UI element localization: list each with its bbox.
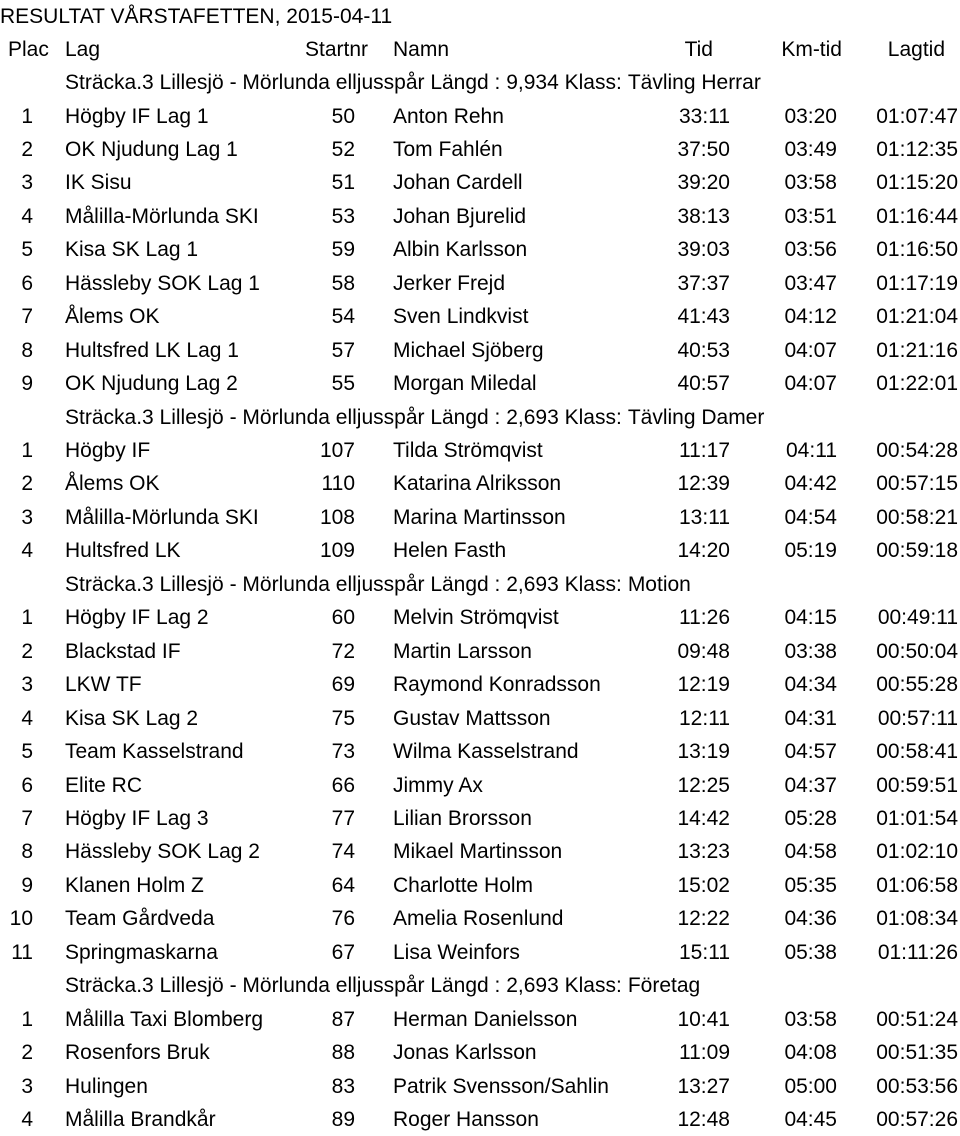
cell-lagtid: 01:17:19: [876, 271, 958, 295]
cell-lag: Klanen Holm Z: [65, 873, 204, 897]
cell-namn: Tilda Strömqvist: [393, 439, 543, 462]
cell-startnr: 88: [331, 1041, 355, 1065]
cell-lag: Elite RC: [65, 773, 143, 797]
cell-lagtid: 01:22:01: [876, 372, 958, 396]
cell-lagtid: 00:53:56: [876, 1074, 958, 1098]
cell-plac: 3: [21, 505, 33, 529]
cell-lagtid: 01:15:20: [876, 171, 958, 195]
cell-namn: Amelia Rosenlund: [393, 907, 564, 931]
cell-km-tid: 04:45: [784, 1108, 837, 1131]
cell-startnr: 64: [331, 873, 355, 897]
cell-lag: LKW TF: [65, 673, 142, 697]
cell-namn: Raymond Konradsson: [393, 673, 601, 697]
cell-namn: Lisa Weinfors: [393, 940, 520, 964]
section-label-text: Sträcka.3 Lillesjö - Mörlunda elljusspår Längd : 2,693 Klass:: [65, 572, 622, 596]
cell-plac: 5: [21, 740, 33, 763]
cell-tid: 15:11: [679, 940, 730, 964]
table-row: [0, 769, 960, 802]
header-lagtid: Lagtid: [887, 38, 945, 61]
cell-tid: 41:43: [677, 305, 730, 329]
cell-tid: 33:11: [679, 104, 730, 128]
cell-lag: Målilla Taxi Blomberg: [65, 1007, 264, 1031]
cell-plac: 1: [21, 1007, 33, 1031]
cell-tid: 12:25: [677, 773, 730, 797]
cell-plac: 3: [21, 171, 33, 195]
cell-plac: 8: [21, 840, 33, 864]
table-row: [0, 1103, 960, 1136]
cell-lagtid: 00:51:35: [876, 1041, 958, 1065]
section-label: [65, 568, 691, 601]
section-label: [65, 969, 700, 1002]
cell-startnr: 73: [331, 740, 355, 763]
cell-km-tid: 05:38: [784, 940, 837, 964]
cell-plac: 2: [21, 472, 33, 496]
cell-namn: Sven Lindkvist: [393, 305, 529, 329]
cell-plac: 5: [21, 238, 33, 262]
table-row: [0, 1036, 960, 1069]
cell-startnr: 51: [331, 171, 355, 195]
cell-lagtid: 00:57:11: [877, 706, 958, 730]
cell-km-tid: 04:08: [784, 1041, 837, 1065]
cell-namn: Patrik Svensson/Sahlin: [393, 1074, 609, 1098]
cell-lagtid: 00:57:15: [876, 472, 958, 496]
table-row: [0, 166, 960, 199]
cell-plac: 7: [21, 806, 33, 830]
table-row: [0, 735, 960, 768]
table-row: [0, 233, 960, 266]
cell-startnr: 74: [331, 840, 355, 864]
cell-lag: Målilla-Mörlunda SKI: [65, 204, 259, 228]
cell-namn: Albin Karlsson: [393, 238, 528, 262]
cell-lagtid: 01:16:44: [876, 204, 958, 228]
cell-plac: 4: [21, 204, 33, 228]
cell-startnr: 53: [331, 204, 355, 228]
cell-namn: Lilian Brorsson: [393, 806, 532, 830]
cell-km-tid: 04:36: [784, 907, 837, 931]
table-row: [0, 200, 960, 233]
cell-km-tid: 03:58: [784, 1007, 837, 1031]
cell-lag: Blackstad IF: [65, 639, 181, 663]
cell-km-tid: 04:57: [784, 740, 837, 763]
cell-lagtid: 00:59:51: [876, 773, 958, 797]
cell-lag: OK Njudung Lag 1: [65, 137, 238, 161]
cell-lagtid: 00:54:28: [876, 439, 958, 462]
cell-lag: OK Njudung Lag 2: [65, 372, 238, 396]
table-row: [0, 635, 960, 668]
cell-lag: Målilla-Mörlunda SKI: [65, 505, 259, 529]
section-header: [0, 969, 960, 1002]
cell-km-tid: 03:20: [784, 104, 837, 128]
cell-plac: 2: [21, 1041, 33, 1065]
cell-lag: Kisa SK Lag 2: [65, 706, 199, 730]
cell-tid: 37:50: [677, 137, 730, 161]
cell-lag: Hultsfred LK: [65, 539, 181, 563]
cell-plac: 6: [21, 773, 33, 797]
cell-plac: 3: [21, 1074, 33, 1098]
cell-namn: Jonas Karlsson: [393, 1041, 537, 1065]
section-header: [0, 401, 960, 434]
table-row: [0, 668, 960, 701]
cell-tid: 12:48: [677, 1108, 730, 1131]
cell-plac: 11: [11, 940, 33, 964]
cell-plac: 8: [21, 338, 33, 362]
cell-namn: Jimmy Ax: [393, 773, 483, 797]
cell-tid: 10:41: [677, 1007, 730, 1031]
cell-startnr: 77: [331, 806, 355, 830]
cell-plac: 2: [21, 137, 33, 161]
cell-lag: Högby IF Lag 3: [65, 806, 209, 830]
cell-lagtid: 01:06:58: [876, 873, 958, 897]
section-label-text: Sträcka.3 Lillesjö - Mörlunda elljusspår Längd : 9,934 Klass:: [65, 71, 622, 94]
cell-plac: 6: [21, 271, 33, 295]
header-lag: Lag: [65, 38, 101, 61]
cell-namn: Morgan Miledal: [393, 372, 537, 396]
cell-startnr: 69: [331, 673, 355, 697]
cell-lag: Hulingen: [65, 1074, 148, 1098]
table-row: [0, 936, 960, 969]
cell-namn: Marina Martinsson: [393, 505, 566, 529]
cell-lag: Hultsfred LK Lag 1: [65, 338, 239, 362]
table-row: [0, 1070, 960, 1103]
cell-plac: 9: [21, 372, 33, 396]
cell-km-tid: 04:07: [784, 372, 837, 396]
cell-km-tid: 03:51: [784, 204, 837, 228]
cell-startnr: 66: [331, 773, 355, 797]
cell-namn: Gustav Mattsson: [393, 706, 551, 730]
cell-namn: Katarina Alriksson: [393, 472, 562, 496]
table-row: [0, 434, 960, 467]
cell-lag: IK Sisu: [65, 171, 132, 195]
cell-tid: 13:23: [677, 840, 730, 864]
table-row: [0, 367, 960, 400]
cell-namn: Anton Rehn: [393, 104, 504, 128]
cell-startnr: 109: [319, 539, 355, 563]
cell-km-tid: 04:54: [784, 505, 837, 529]
cell-lagtid: 01:08:34: [876, 907, 958, 931]
cell-lagtid: 00:50:04: [876, 639, 958, 663]
cell-km-tid: 05:35: [784, 873, 837, 897]
table-row: [0, 702, 960, 735]
cell-startnr: 110: [321, 472, 355, 496]
cell-tid: 39:03: [677, 238, 730, 262]
cell-lag: Rosenfors Bruk: [65, 1041, 210, 1065]
section-klass: Motion: [627, 572, 691, 596]
section-header: [0, 568, 960, 601]
table-row: [0, 534, 960, 567]
cell-km-tid: 04:37: [784, 773, 837, 797]
cell-tid: 11:26: [679, 606, 730, 630]
table-row: [0, 869, 960, 902]
cell-lagtid: 00:57:26: [876, 1108, 958, 1131]
header-tid: Tid: [684, 38, 713, 61]
cell-km-tid: 03:47: [784, 271, 837, 295]
table-row: [0, 467, 960, 500]
cell-lagtid: 01:21:04: [876, 305, 958, 329]
cell-tid: 11:17: [679, 439, 730, 462]
cell-lagtid: 01:02:10: [876, 840, 958, 864]
cell-namn: Michael Sjöberg: [393, 338, 544, 362]
cell-lagtid: 00:58:21: [876, 505, 958, 529]
cell-tid: 40:53: [677, 338, 730, 362]
cell-km-tid: 04:11: [786, 439, 837, 462]
cell-lag: Ålems OK: [65, 472, 160, 496]
cell-plac: 9: [21, 873, 33, 897]
cell-lag: Springmaskarna: [65, 940, 218, 964]
cell-namn: Roger Hansson: [393, 1108, 539, 1131]
cell-startnr: 52: [331, 137, 355, 161]
cell-tid: 12:39: [677, 472, 730, 496]
cell-lagtid: 01:01:54: [876, 806, 958, 830]
cell-lag: Högby IF Lag 2: [65, 606, 209, 630]
section-klass: Tävling Herrar: [627, 71, 761, 94]
cell-namn: Jerker Frejd: [393, 271, 506, 295]
cell-tid: 11:09: [679, 1041, 730, 1065]
cell-tid: 14:20: [677, 539, 730, 563]
cell-namn: Mikael Martinsson: [393, 840, 563, 864]
cell-km-tid: 04:07: [784, 338, 837, 362]
cell-tid: 12:22: [677, 907, 730, 931]
cell-lag: Team Kasselstrand: [65, 740, 244, 763]
cell-startnr: 57: [331, 338, 355, 362]
cell-lag: Team Gårdveda: [65, 907, 215, 931]
cell-km-tid: 04:15: [784, 606, 837, 630]
cell-km-tid: 04:42: [784, 472, 837, 496]
cell-km-tid: 03:38: [784, 639, 837, 663]
cell-km-tid: 03:58: [784, 171, 837, 195]
cell-tid: 12:19: [677, 673, 730, 697]
cell-plac: 4: [21, 1108, 33, 1131]
cell-startnr: 76: [331, 907, 355, 931]
cell-startnr: 54: [331, 305, 355, 329]
cell-km-tid: 05:19: [784, 539, 837, 563]
cell-namn: Helen Fasth: [393, 539, 507, 563]
cell-plac: 7: [21, 305, 33, 329]
section-label-text: Sträcka.3 Lillesjö - Mörlunda elljusspår Längd : 2,693 Klass:: [65, 405, 622, 429]
section-label-text: Sträcka.3 Lillesjö - Mörlunda elljusspår Längd : 2,693 Klass:: [65, 974, 622, 998]
cell-plac: 3: [21, 673, 33, 697]
table-row: [0, 133, 960, 166]
cell-tid: 09:48: [677, 639, 730, 663]
cell-km-tid: 03:49: [784, 137, 837, 161]
cell-startnr: 83: [331, 1074, 355, 1098]
cell-startnr: 87: [331, 1007, 355, 1031]
cell-startnr: 58: [331, 271, 355, 295]
cell-startnr: 75: [331, 706, 355, 730]
table-row: [0, 601, 960, 634]
cell-lag: Högby IF Lag 1: [65, 104, 209, 128]
cell-lagtid: 01:12:35: [876, 137, 958, 161]
cell-lagtid: 00:49:11: [877, 606, 958, 630]
cell-km-tid: 04:58: [784, 840, 837, 864]
cell-tid: 39:20: [677, 171, 730, 195]
cell-plac: 10: [9, 907, 33, 931]
cell-lagtid: 00:51:24: [876, 1007, 958, 1031]
cell-namn: Melvin Strömqvist: [393, 606, 559, 630]
cell-tid: 38:13: [677, 204, 730, 228]
section-klass: Tävling Damer: [627, 405, 765, 429]
cell-km-tid: 04:34: [784, 673, 837, 697]
table-row: [0, 1003, 960, 1036]
page-title: RESULTAT VÅRSTAFETTEN, 2015-04-11: [0, 5, 393, 28]
cell-tid: 13:11: [679, 505, 730, 529]
cell-tid: 13:19: [677, 740, 730, 763]
cell-namn: Johan Cardell: [393, 171, 523, 195]
cell-namn: Herman Danielsson: [393, 1007, 578, 1031]
cell-namn: Wilma Kasselstrand: [393, 740, 579, 763]
cell-namn: Martin Larsson: [393, 639, 532, 663]
table-row: [0, 802, 960, 835]
cell-km-tid: 05:00: [784, 1074, 837, 1098]
cell-km-tid: 04:31: [784, 706, 837, 730]
cell-startnr: 50: [331, 104, 355, 128]
cell-plac: 1: [21, 104, 33, 128]
cell-plac: 2: [21, 639, 33, 663]
cell-lag: Ålems OK: [65, 305, 160, 329]
cell-lagtid: 01:11:26: [877, 940, 958, 964]
cell-startnr: 72: [331, 639, 355, 663]
table-row: [0, 267, 960, 300]
header-km-tid: Km-tid: [781, 38, 842, 61]
cell-lagtid: 00:55:28: [876, 673, 958, 697]
cell-startnr: 55: [331, 372, 355, 396]
cell-lag: Hässleby SOK Lag 2: [65, 840, 260, 864]
table-row: [0, 334, 960, 367]
cell-plac: 4: [21, 539, 33, 563]
cell-lagtid: 00:58:41: [876, 740, 958, 763]
table-row: [0, 902, 960, 935]
cell-lagtid: 01:21:16: [876, 338, 958, 362]
cell-km-tid: 03:56: [784, 238, 837, 262]
section-label: [65, 401, 764, 434]
cell-lag: Högby IF: [65, 439, 151, 462]
cell-tid: 12:11: [679, 706, 730, 730]
cell-plac: 1: [21, 439, 33, 462]
header-plac: Plac: [8, 38, 49, 61]
cell-km-tid: 05:28: [784, 806, 837, 830]
table-row: [0, 501, 960, 534]
cell-namn: Tom Fahlén: [393, 137, 503, 161]
cell-lag: Kisa SK Lag 1: [65, 238, 199, 262]
cell-startnr: 67: [331, 940, 355, 964]
cell-tid: 37:37: [677, 271, 730, 295]
cell-startnr: 107: [319, 439, 355, 462]
cell-lagtid: 01:16:50: [876, 238, 958, 262]
cell-tid: 13:27: [677, 1074, 730, 1098]
cell-namn: Johan Bjurelid: [393, 204, 527, 228]
table-row: [0, 835, 960, 868]
cell-tid: 14:42: [677, 806, 730, 830]
cell-namn: Charlotte Holm: [393, 873, 534, 897]
section-klass: Företag: [627, 974, 701, 998]
section-label: [65, 66, 761, 99]
header-namn: Namn: [393, 38, 450, 61]
cell-startnr: 59: [331, 238, 355, 262]
cell-tid: 15:02: [677, 873, 730, 897]
cell-plac: 4: [21, 706, 33, 730]
header-startnr: Startnr: [305, 38, 369, 61]
cell-lag: Målilla Brandkår: [65, 1108, 216, 1131]
cell-startnr: 108: [319, 505, 355, 529]
cell-startnr: 89: [331, 1108, 355, 1131]
table-row: [0, 100, 960, 133]
section-header: [0, 66, 960, 99]
table-row: [0, 300, 960, 333]
column-header-row: [0, 33, 960, 66]
cell-lag: Hässleby SOK Lag 1: [65, 271, 260, 295]
cell-km-tid: 04:12: [784, 305, 837, 329]
cell-lagtid: 00:59:18: [876, 539, 958, 563]
cell-plac: 1: [21, 606, 33, 630]
cell-tid: 40:57: [677, 372, 730, 396]
cell-startnr: 60: [331, 606, 355, 630]
cell-lagtid: 01:07:47: [876, 104, 958, 128]
